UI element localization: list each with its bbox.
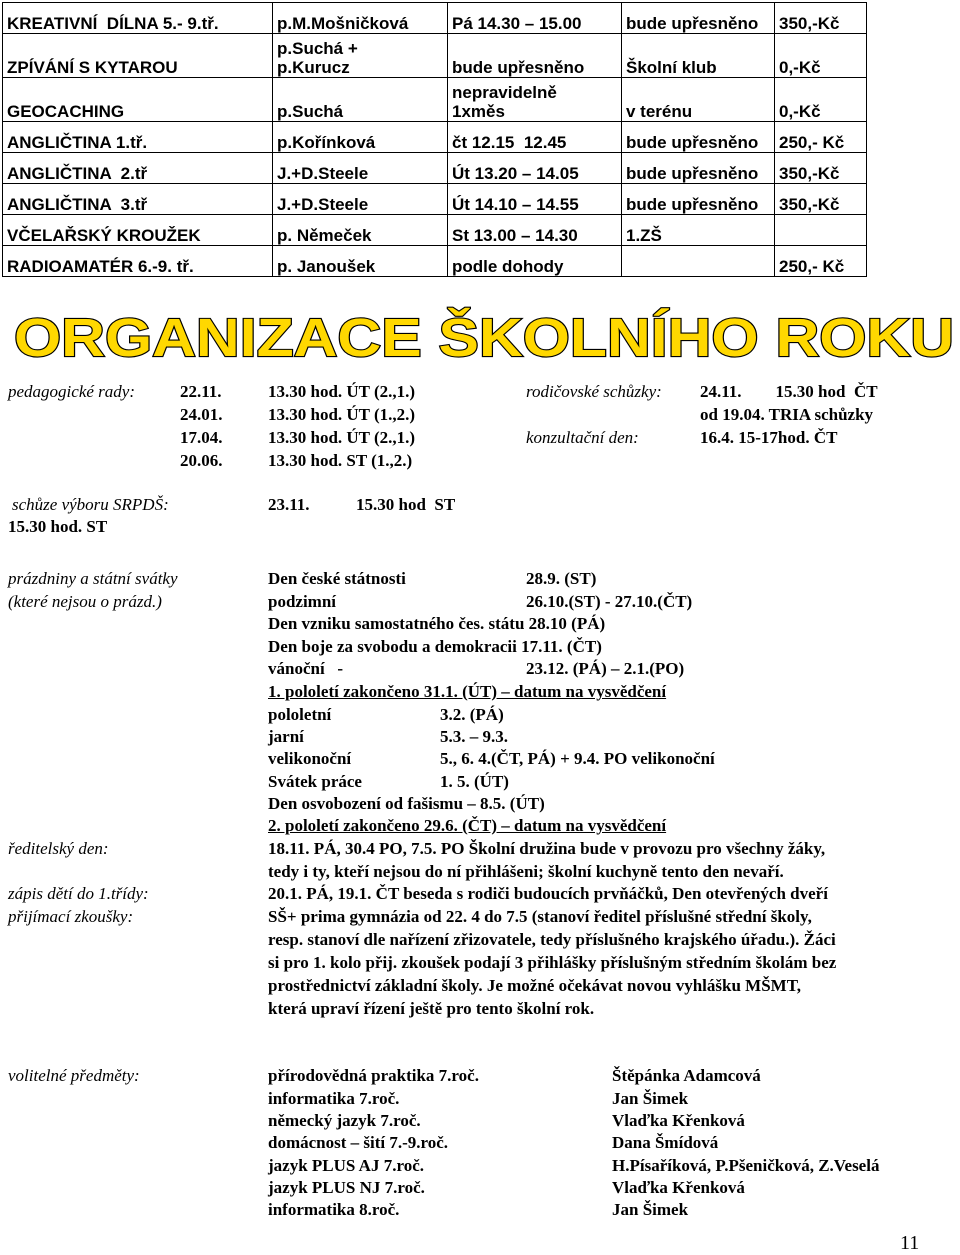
prijimaci-line: SŠ+ prima gymnázia od 22. 4 do 7.5 (stanoví ředitel příslušné střední školy, <box>268 907 812 926</box>
club-teacher: J.+D.Steele <box>273 153 448 184</box>
club-row <box>3 153 867 184</box>
club-name: VČELAŘSKÝ KROUŽEK <box>3 215 273 246</box>
holiday-name: pololetní <box>268 705 332 724</box>
subject-name: přírodovědná praktika 7.roč. <box>268 1066 479 1085</box>
holiday-name: vánoční - <box>268 659 344 678</box>
club-time: podle dohody <box>448 246 622 277</box>
reditelsky-line2: tedy i ty, kteří nejsou do ní přihlášeni; školní kuchyně tento den nevaří. <box>268 862 784 881</box>
holiday-date: 5., 6. 4.(ČT, PÁ) + 9.4. PO velikonoční <box>440 749 715 768</box>
prijimaci-label: přijímací zkoušky: <box>8 907 134 926</box>
zapis-text: 20.1. PÁ, 19.1. ČT beseda s rodiči budoucích prvňáčků, Den otevřených dveří <box>268 884 828 903</box>
subject-teacher: Vlaďka Křenková <box>612 1178 745 1197</box>
subject-teacher: Jan Šimek <box>612 1200 689 1219</box>
club-name: ZPÍVÁNÍ S KYTAROU <box>3 34 273 78</box>
prijimaci-line: resp. stanoví dle nařízení zřizovatele, tedy příslušného krajského úřadu.). Žáci <box>268 930 836 949</box>
ped-rady-time: 13.30 hod. ÚT (1.,2.) <box>268 405 416 424</box>
holiday-name: velikonoční <box>268 749 352 768</box>
club-teacher: p. Němeček <box>273 215 448 246</box>
club-time: čt 12.15 12.45 <box>448 122 622 153</box>
ped-rady-time: 13.30 hod. ÚT (2.,1.) <box>268 428 416 447</box>
club-place: bude upřesněno <box>622 153 775 184</box>
volitelne-label: volitelné předměty: <box>8 1066 140 1085</box>
subject-name: jazyk PLUS NJ 7.roč. <box>268 1178 425 1197</box>
club-place: 1.ZŠ <box>622 215 775 246</box>
holiday-name: Den vzniku samostatného čes. státu 28.10 (PÁ) <box>268 614 606 633</box>
rodic-line2: od 19.04. TRIA schůzky <box>700 405 874 424</box>
clubs-table <box>2 2 867 277</box>
club-row <box>3 34 867 78</box>
holiday-date: 28.9. (ST) <box>526 569 597 588</box>
holiday-name: Den české státnosti <box>268 569 406 588</box>
prijimaci-line: která upraví řízení ještě pro tento školní rok. <box>268 999 595 1018</box>
subject-teacher: H.Písaříková, P.Pšeničková, Z.Veselá <box>612 1156 880 1175</box>
club-time: St 13.00 – 14.30 <box>448 215 622 246</box>
holiday-date: 3.2. (PÁ) <box>440 705 504 724</box>
holiday-name: Svátek práce <box>268 772 362 791</box>
ped-rady-date: 20.06. <box>180 451 223 470</box>
club-name: ANGLIČTINA 1.tř. <box>3 122 273 153</box>
club-price: 350,-Kč <box>775 153 867 184</box>
club-name: KREATIVNÍ DÍLNA 5.- 9.tř. <box>3 3 273 34</box>
club-place <box>622 246 775 277</box>
reditelsky-line1: 18.11. PÁ, 30.4 PO, 7.5. PO Školní družina bude v provozu pro všechny žáky, <box>268 839 826 858</box>
subject-name: jazyk PLUS AJ 7.roč. <box>268 1156 424 1175</box>
club-time: Út 13.20 – 14.05 <box>448 153 622 184</box>
club-row <box>3 184 867 215</box>
osvobozeni: Den osvobození od fašismu – 8.5. (ÚT) <box>268 794 545 813</box>
konzultacni-label: konzultační den: <box>526 428 639 447</box>
club-name: RADIOAMATÉR 6.-9. tř. <box>3 246 273 277</box>
svg-text:ORGANIZACE ŠKOLNÍHO ROKU: ORGANIZACE ŠKOLNÍHO ROKU <box>14 308 851 364</box>
club-place: bude upřesněno <box>622 122 775 153</box>
club-price: 0,-Kč <box>775 34 867 78</box>
subject-teacher: Štěpánka Adamcová <box>612 1066 761 1085</box>
club-name: GEOCACHING <box>3 78 273 122</box>
club-price: 350,-Kč <box>775 184 867 215</box>
holiday-name: Den boje za svobodu a demokracii 17.11. (ČT) <box>268 637 602 656</box>
club-row <box>3 215 867 246</box>
holiday-date: 5.3. – 9.3. <box>440 727 508 746</box>
page-number: 11 <box>900 1232 920 1254</box>
subject-teacher: Dana Šmídová <box>612 1133 719 1152</box>
club-name: ANGLIČTINA 2.tř <box>3 153 273 184</box>
club-teacher: J.+D.Steele <box>273 184 448 215</box>
club-place: bude upřesněno <box>622 3 775 34</box>
club-time: nepravidelně 1xměs <box>448 78 622 122</box>
ped-rady-date: 24.01. <box>180 405 223 424</box>
subject-name: informatika 8.roč. <box>268 1200 400 1219</box>
subject-name: německý jazyk 7.roč. <box>268 1111 421 1130</box>
club-price: 250,- Kč <box>775 122 867 153</box>
club-teacher: p.Kořínková <box>273 122 448 153</box>
club-place: Školní klub <box>622 34 775 78</box>
holiday-name: jarní <box>268 727 304 746</box>
subject-name: informatika 7.roč. <box>268 1089 400 1108</box>
srpds-label: schůze výboru SRPDŠ: <box>12 495 169 514</box>
club-time: Pá 14.30 – 15.00 <box>448 3 622 34</box>
club-time: Út 14.10 – 14.55 <box>448 184 622 215</box>
subject-teacher: Jan Šimek <box>612 1089 689 1108</box>
club-time: bude upřesněno <box>448 34 622 78</box>
subject-name: domácnost – šití 7.-9.roč. <box>268 1133 449 1152</box>
organizace-banner <box>14 304 958 364</box>
club-teacher: p. Janoušek <box>273 246 448 277</box>
club-place: bude upřesněno <box>622 184 775 215</box>
konzultacni-value: 16.4. 15-17hod. ČT <box>700 428 838 447</box>
ped-rady-date: 22.11. <box>180 382 222 401</box>
prazdniny-label: prázdniny a státní svátky <box>8 569 178 588</box>
holiday-name: podzimní <box>268 592 337 611</box>
club-price: 350,-Kč <box>775 3 867 34</box>
club-row <box>3 78 867 122</box>
srpds-time: 15.30 hod ST <box>356 495 456 514</box>
club-name: ANGLIČTINA 3.tř <box>3 184 273 215</box>
srpds-line2: 15.30 hod. ST <box>8 517 108 536</box>
holiday-date: 26.10.(ST) - 27.10.(ČT) <box>526 592 693 611</box>
ped-rady-date: 17.04. <box>180 428 223 447</box>
prijimaci-line: si pro 1. kolo přij. zkoušek podají 3 přihlášky příslušným středním školám bez <box>268 953 837 972</box>
holiday-date: 23.12. (PÁ) – 2.1.(PO) <box>526 659 685 678</box>
ped-rady-time: 13.30 hod. ST (1.,2.) <box>268 451 413 470</box>
holiday-date: 1. 5. (ÚT) <box>440 772 509 791</box>
club-row <box>3 246 867 277</box>
club-teacher: p.M.Mošničková <box>273 3 448 34</box>
rodic-label: rodičovské schůzky: <box>526 382 662 401</box>
ped-rady-label: pedagogické rady: <box>8 382 135 401</box>
rodic-line1: 24.11. 15.30 hod ČT <box>700 382 878 401</box>
club-price: 0,-Kč <box>775 78 867 122</box>
prijimaci-line: prostřednictví základní školy. Je možné očekávat novou vyhlášku MŠMT, <box>268 976 802 995</box>
club-teacher: p.Suchá + p.Kurucz <box>273 34 448 78</box>
club-row <box>3 122 867 153</box>
pololeti2: 2. pololetí zakončeno 29.6. (ČT) – datum na vysvědčení <box>268 816 667 835</box>
club-row <box>3 3 867 34</box>
pololeti1: 1. pololetí zakončeno 31.1. (ÚT) – datum na vysvědčení <box>268 682 667 701</box>
srpds-date: 23.11. <box>268 495 310 514</box>
club-price: 250,- Kč <box>775 246 867 277</box>
prazdniny-label-sub: (které nejsou o prázd.) <box>8 592 162 611</box>
club-price <box>775 215 867 246</box>
club-place: v terénu <box>622 78 775 122</box>
zapis-label: zápis dětí do 1.třídy: <box>8 884 149 903</box>
subject-teacher: Vlaďka Křenková <box>612 1111 745 1130</box>
reditelsky-label: ředitelský den: <box>8 839 109 858</box>
ped-rady-time: 13.30 hod. ÚT (2.,1.) <box>268 382 416 401</box>
club-teacher: p.Suchá <box>273 78 448 122</box>
